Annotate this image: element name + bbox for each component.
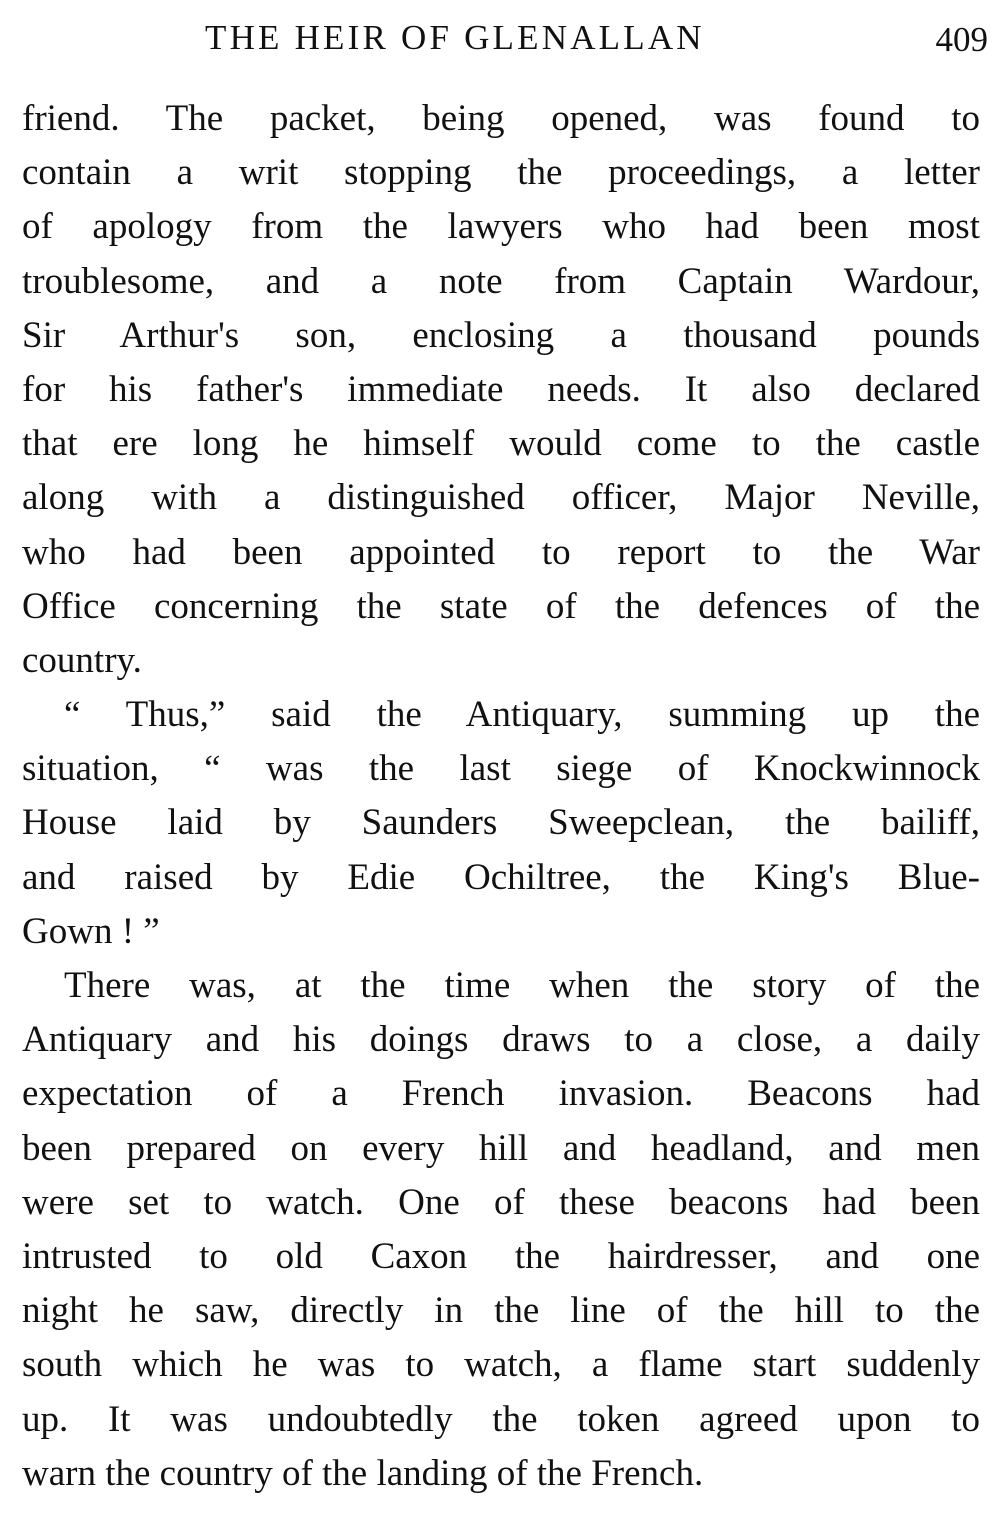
text-line: troublesome, and a note from Captain Wardour, <box>22 260 980 302</box>
text-line: intrusted to old Caxon the hairdresser, and one <box>22 1235 980 1277</box>
text-line: There was, at the time when the story of the <box>64 965 980 1006</box>
text-line: who had been appointed to report to the War <box>22 531 980 573</box>
text-line: up. It was undoubtedly the token agreed upon to <box>22 1398 980 1440</box>
text-line: been prepared on every hill and headland, and men <box>22 1127 980 1169</box>
text-line: situation, “ was the last siege of Knockwinnock <box>22 748 980 790</box>
text-line: “ Thus,” said the Antiquary, summing up the <box>64 694 980 736</box>
text-line: contain a writ stopping the proceedings, a letter <box>22 152 980 194</box>
text-line: country. <box>22 639 142 681</box>
text-line: that ere long he himself would come to the castle <box>22 423 980 465</box>
running-title: THE HEIR OF GLENALLAN <box>205 18 705 57</box>
text-line: warn the country of the landing of the French. <box>22 1452 704 1494</box>
paragraph <box>22 688 980 959</box>
text-line: friend. The packet, being opened, was found to <box>22 98 980 139</box>
text-line: were set to watch. One of these beacons had been <box>22 1181 980 1223</box>
paragraph <box>22 92 980 688</box>
text-line: south which he was to watch, a flame start suddenly <box>22 1344 980 1386</box>
paragraph <box>22 959 980 1501</box>
text-line: and raised by Edie Ochiltree, the King's Blue- <box>22 856 980 898</box>
text-line: of apology from the lawyers who had been most <box>22 206 980 248</box>
text-line: along with a distinguished officer, Major Neville, <box>22 477 980 519</box>
text-line: Sir Arthur's son, enclosing a thousand pounds <box>22 314 980 356</box>
text-line: Antiquary and his doings draws to a close, a daily <box>22 1019 980 1061</box>
text-line: House laid by Saunders Sweepclean, the bailiff, <box>22 802 980 844</box>
text-line: Gown ! ” <box>22 910 160 952</box>
body-text <box>22 92 980 1501</box>
page-number: 409 <box>935 20 988 59</box>
text-line: night he saw, directly in the line of the hill to the <box>22 1290 980 1332</box>
text-line: Office concerning the state of the defences of the <box>22 585 980 627</box>
text-line: for his father's immediate needs. It also declared <box>22 368 980 410</box>
text-line: expectation of a French invasion. Beacons had <box>22 1073 980 1115</box>
running-header <box>0 14 1000 66</box>
